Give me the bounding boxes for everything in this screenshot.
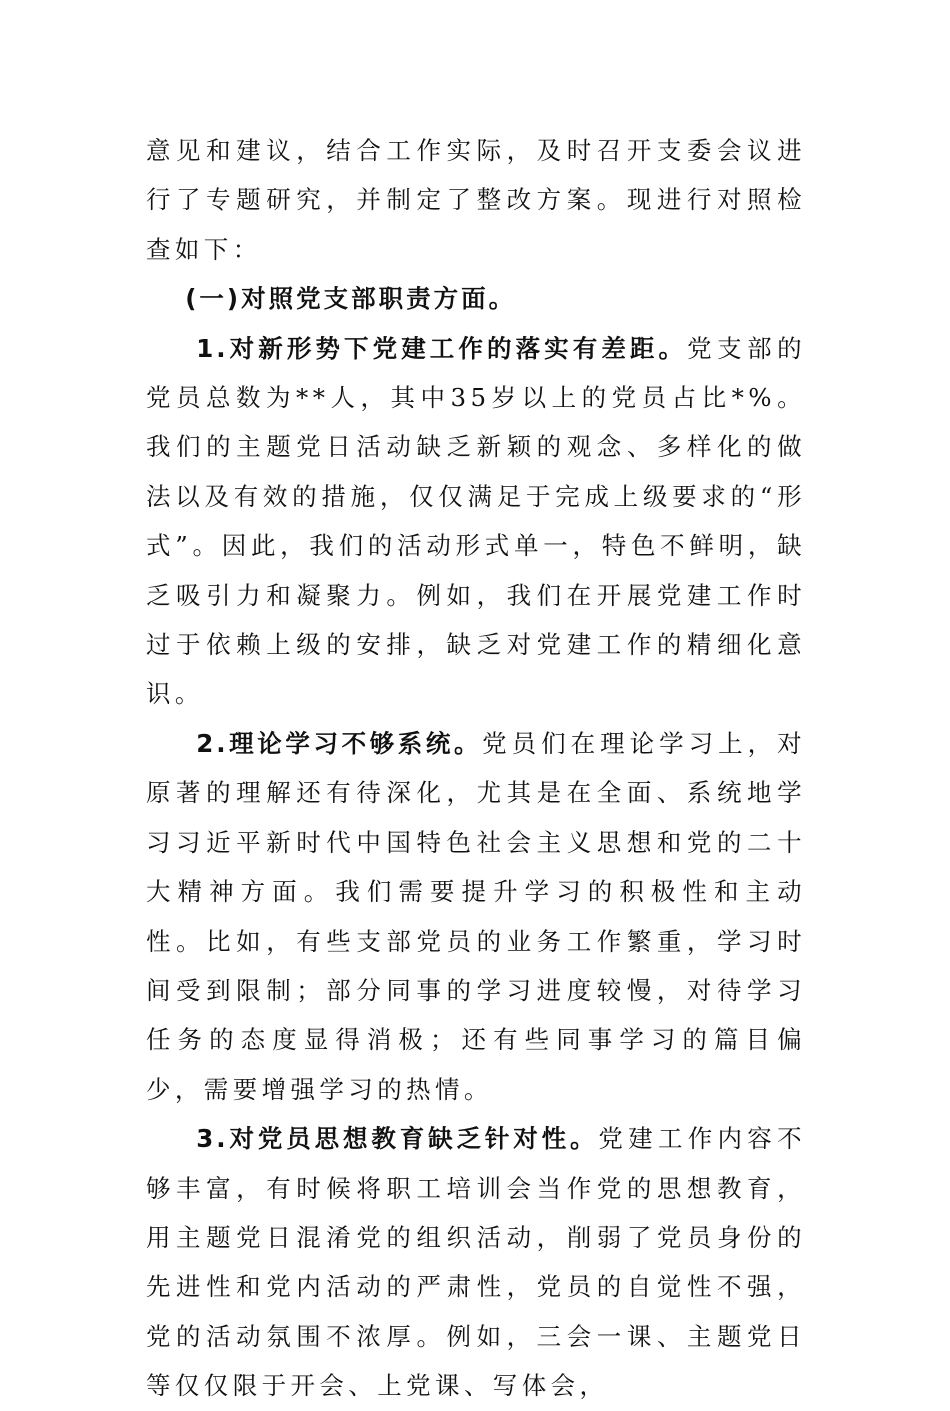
item-body-2: 党员们在理论学习上，对原著的理解还有待深化，尤其是在全面、系统地学习习近平新时代中国特色社会主义思想和党的二十大精神方面。我们需要提升学习的积极性和主动性。比如，有些支部党员的业务工作繁重，学习时间受到限制；部分同事的学习进度较慢，对待学习任务的态度显得消极；还有些同事学习的篇目偏少，需要增强学习的热情。 [146,728,807,1104]
item-paragraph-1 [146,324,806,719]
item-body-1: 党支部的党员总数为**人，其中35岁以上的党员占比*%。我们的主题党日活动缺乏新颖的观念、多样化的做法以及有效的措施，仅仅满足于完成上级要求的“形式”。因此，我们的活动形式单一，特色不鲜明，缺乏吸引力和凝聚力。例如，我们在开展党建工作时过于依赖上级的安排，缺乏对党建工作的精细化意识。 [146,333,806,709]
section-heading: (一)对照党支部职责方面。 [185,284,517,314]
item-lead-2: 2.理论学习不够系统。 [196,728,483,758]
item-paragraph-2 [146,719,806,1114]
item-body-3: 党建工作内容不够丰富，有时候将职工培训会当作党的思想教育，用主题党日混淆党的组织活动，削弱了党员身份的先进性和党内活动的严肃性，党员的自觉性不强，党的活动氛围不浓厚。例如，三会一课、主题党日等仅仅限于开会、上党课、写体会， [146,1124,806,1401]
document-body [146,126,806,1411]
intro-paragraph: 意见和建议，结合工作实际，及时召开支委会议进行了专题研究，并制定了整改方案。现进行对照检查如下： [146,136,806,264]
item-lead-1: 1.对新形势下党建工作的落实有差距。 [196,333,688,363]
item-paragraph-3 [146,1114,806,1410]
item-lead-3: 3.对党员思想教育缺乏针对性。 [196,1124,599,1154]
